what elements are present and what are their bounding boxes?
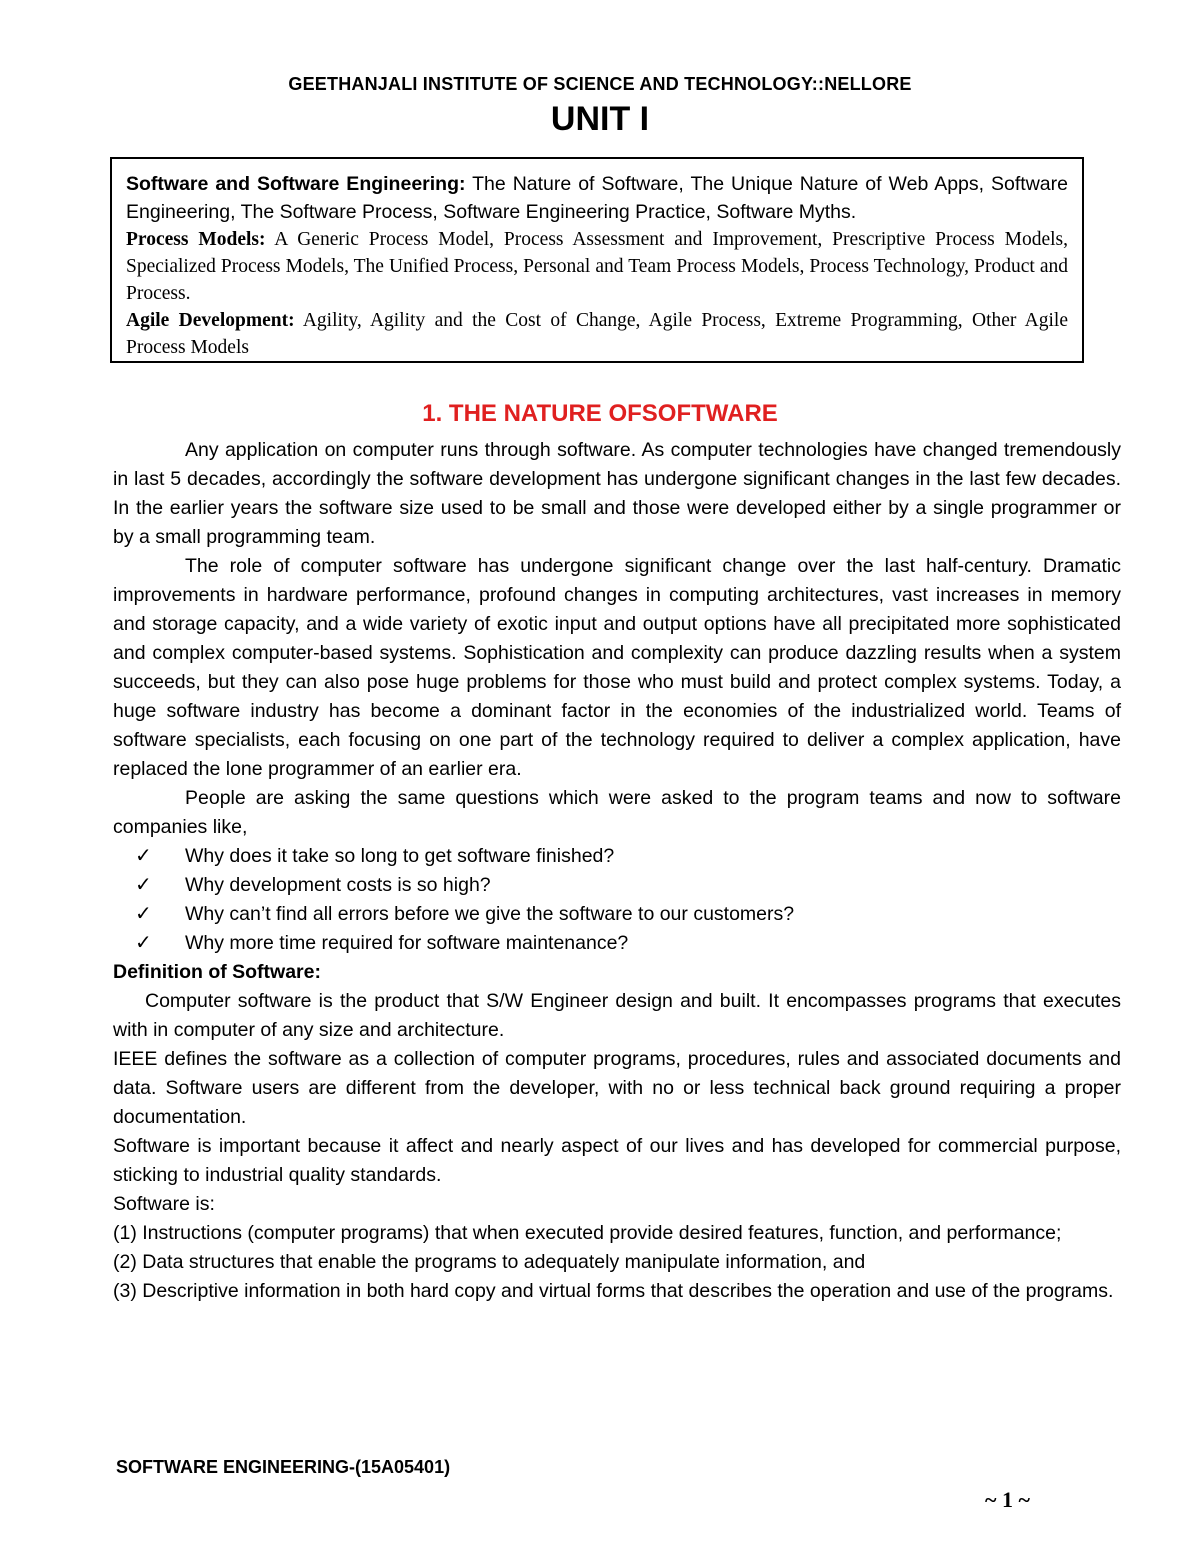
paragraph: Any application on computer runs through software. As computer technologies have changed tremendously in last 5 decades, accordingly the software development has undergone significant changes in the last few decades. In the earlier years the software size used to be small and those were developed either by a single programmer or by a small programming team. [113, 439, 1121, 548]
summary-label: Software and Software Engineering: [126, 173, 466, 195]
paragraph: IEEE defines the software as a collection of computer programs, procedures, rules and associated documents and data. Software users are different from the developer, with no or less technical back ground requiring a proper documentation. [113, 1048, 1121, 1128]
list-item [135, 871, 1121, 900]
numbered-item: (1) Instructions (computer programs) that when executed provide desired features, function, and performance; [113, 1222, 1062, 1244]
paragraph: People are asking the same questions which were asked to the program teams and now to software companies like, [113, 787, 1121, 838]
question-list [113, 842, 1121, 958]
summary-label: Agile Development: [126, 310, 295, 331]
checkmark-icon: ✓ [135, 903, 152, 925]
numbered-item: (2) Data structures that enable the programs to adequately manipulate information, and [113, 1251, 866, 1273]
footer-course-code: SOFTWARE ENGINEERING-(15A05401) [116, 1457, 451, 1477]
section-title: 1. THE NATURE OFSOFTWARE [422, 400, 778, 427]
section-body [113, 436, 1121, 1306]
list-item [135, 842, 1121, 871]
summary-label: Process Models: [126, 229, 266, 250]
list-item-text: Why development costs is so high? [185, 874, 491, 896]
checkmark-icon: ✓ [135, 932, 152, 954]
syllabus-summary-box [110, 157, 1084, 363]
checkmark-icon: ✓ [135, 845, 152, 867]
paragraph: Computer software is the product that S/W Engineer design and built. It encompasses programs that executes with in computer of any size and architecture. [113, 990, 1121, 1041]
list-item [135, 929, 1121, 958]
institute-name: GEETHANJALI INSTITUTE OF SCIENCE AND TECHNOLOGY::NELLORE [288, 74, 912, 94]
numbered-item: (3) Descriptive information in both hard copy and virtual forms that describes the operation and use of the programs. [113, 1280, 1114, 1302]
list-item-text: Why can’t find all errors before we give the software to our customers? [185, 903, 795, 925]
definition-heading: Definition of Software: [113, 961, 321, 983]
summary-text: Agility, Agility and the Cost of Change, Agile Process, Extreme Programming, Other Agile Process Models [126, 310, 1068, 358]
list-item-text: Why does it take so long to get software finished? [185, 845, 615, 867]
paragraph: Software is: [113, 1193, 215, 1215]
page-number: ~ 1 ~ [985, 1487, 1030, 1512]
paragraph: The role of computer software has undergone significant change over the last half-century. Dramatic improvements in hardware performance, profound changes in computing architectures, vast increases in memory and storage capacity, and a wide variety of exotic input and output options have all precipitated more sophisticated and complex computer-based systems. Sophistication and complexity can produce dazzling results when a system succeeds, but they can also pose huge problems for those who must build and protect complex systems. Today, a huge software industry has become a dominant factor in the economies of the industrialized world. Teams of software specialists, each focusing on one part of the technology required to deliver a complex application, have replaced the lone programmer of an earlier era. [113, 555, 1121, 780]
list-item-text: Why more time required for software maintenance? [185, 932, 629, 954]
paragraph: Software is important because it affect and nearly aspect of our lives and has developed for commercial purpose, sticking to industrial quality standards. [113, 1135, 1121, 1186]
summary-text: The Nature of Software, The Unique Nature of Web Apps, Software Engineering, The Software Process, Software Engineering Practice, Software Myths. [126, 173, 1068, 223]
unit-title: UNIT I [550, 100, 650, 138]
checkmark-icon: ✓ [135, 874, 152, 896]
summary-software-engineering [126, 170, 1068, 226]
summary-agile-development [126, 307, 1068, 361]
list-item [135, 900, 1121, 929]
summary-text: A Generic Process Model, Process Assessment and Improvement, Prescriptive Process Models, Specialized Process Models, The Unified Process, Personal and Team Process Models, Process Technology, Product and Process. [126, 229, 1068, 304]
summary-process-models [126, 226, 1068, 307]
